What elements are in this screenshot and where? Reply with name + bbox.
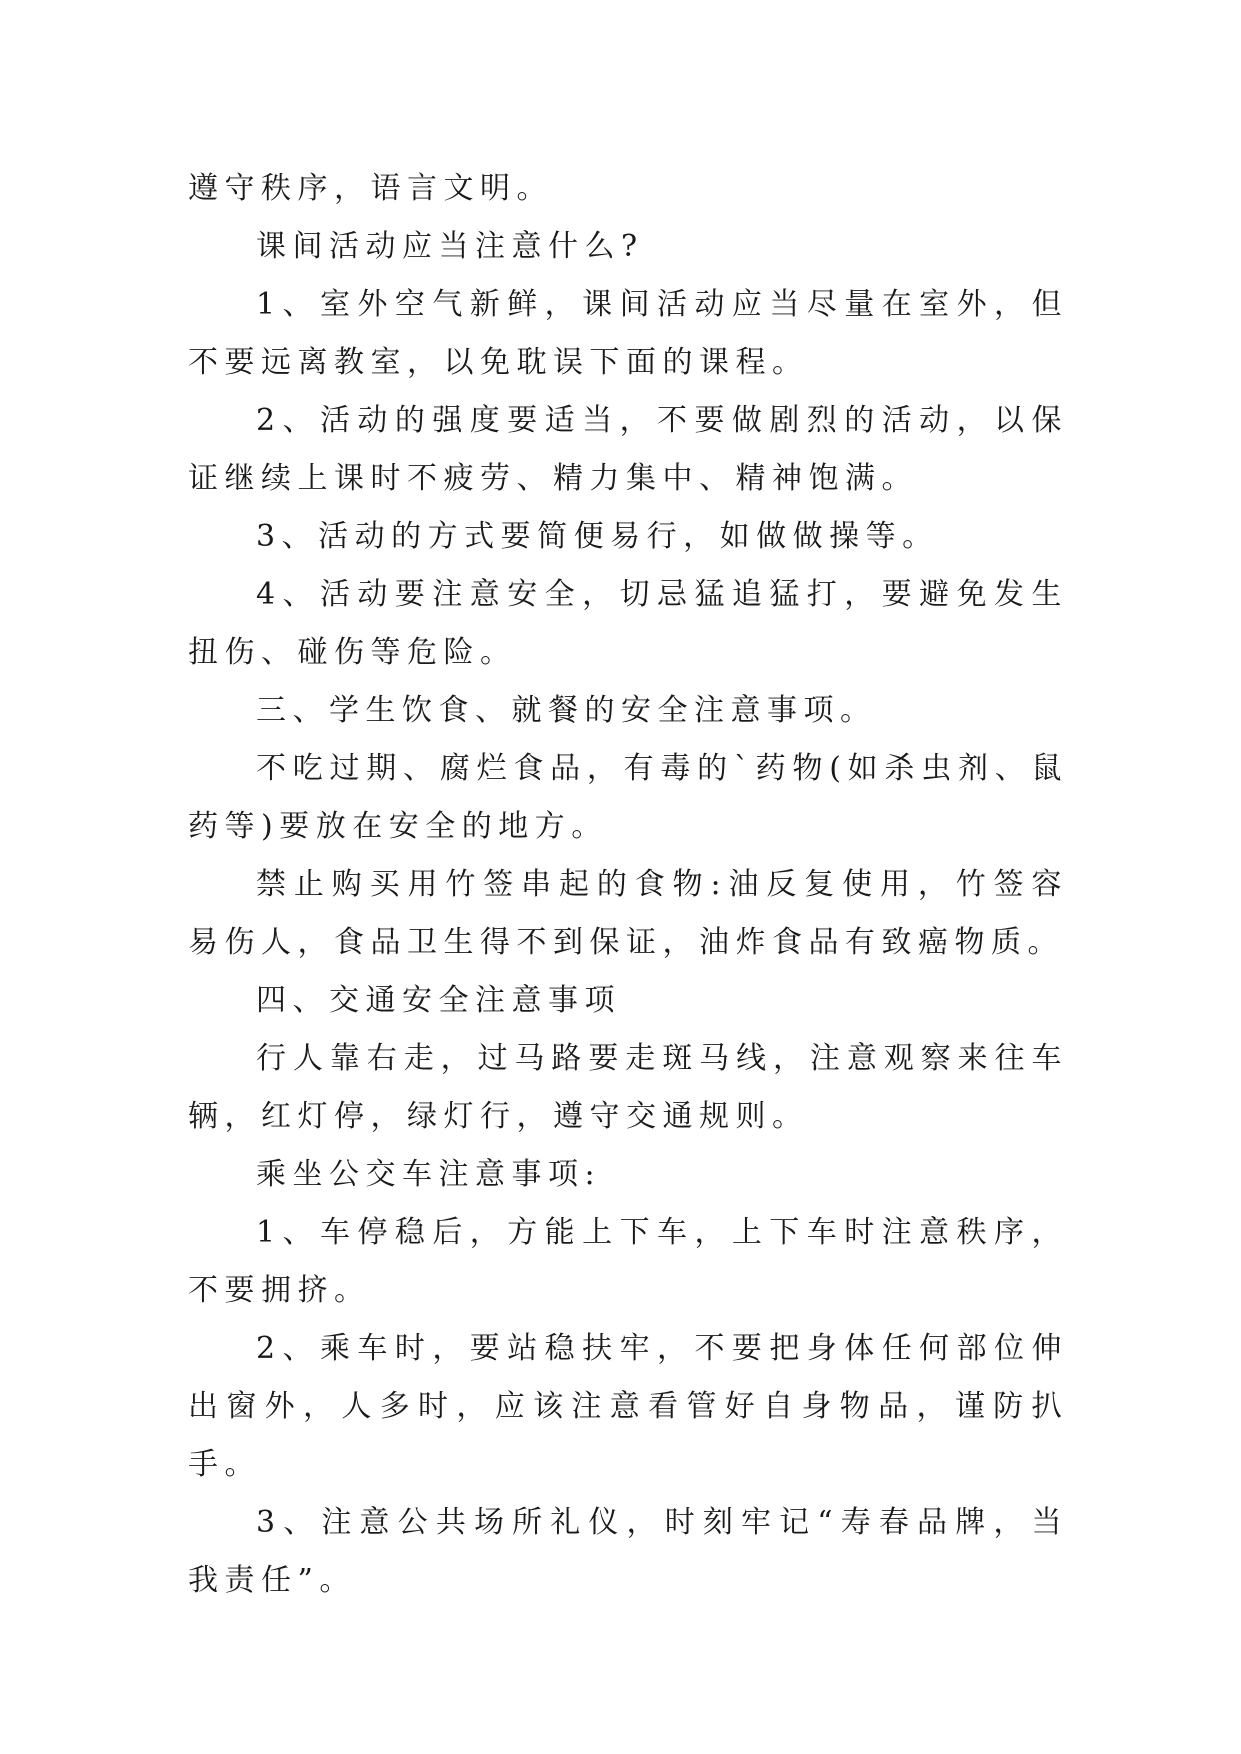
paragraph: 2、乘车时，要站稳扶牢，不要把身体任何部位伸出窗外，人多时，应该注意看管好自身物品，谨防扒手。 [188,1331,1068,1482]
document-body [188,160,1068,1610]
paragraph: 4、活动要注意安全，切忌猛追猛打，要避免发生扭伤、碰伤等危险。 [188,577,1068,670]
paragraph: 行人靠右走，过马路要走斑马线，注意观察来往车辆，红灯停，绿灯行，遵守交通规则。 [188,1041,1068,1134]
section-heading: 三、学生饮食、就餐的安全注意事项。 [256,693,877,728]
section-heading: 四、交通安全注意事项 [256,983,621,1018]
paragraph: 不吃过期、腐烂食品，有毒的`药物(如杀虫剂、鼠药等)要放在安全的地方。 [188,751,1068,844]
paragraph: 3、活动的方式要简便易行，如做做操等。 [256,519,939,554]
paragraph: 遵守秩序，语言文明。 [188,171,553,206]
paragraph: 1、车停稳后，方能上下车，上下车时注意秩序，不要拥挤。 [188,1215,1068,1308]
paragraph: 2、活动的强度要适当，不要做剧烈的活动，以保证继续上课时不疲劳、精力集中、精神饱满。 [188,403,1068,496]
paragraph: 课间活动应当注意什么? [256,229,644,264]
paragraph: 禁止购买用竹签串起的食物:油反复使用，竹签容易伤人，食品卫生得不到保证，油炸食品有致癌物质。 [188,867,1068,960]
paragraph: 3、注意公共场所礼仪，时刻牢记“寿春品牌，当我责任”。 [188,1505,1068,1598]
paragraph: 乘坐公交车注意事项: [256,1157,602,1192]
paragraph: 1、室外空气新鲜，课间活动应当尽量在室外，但不要远离教室，以免耽误下面的课程。 [188,287,1068,380]
